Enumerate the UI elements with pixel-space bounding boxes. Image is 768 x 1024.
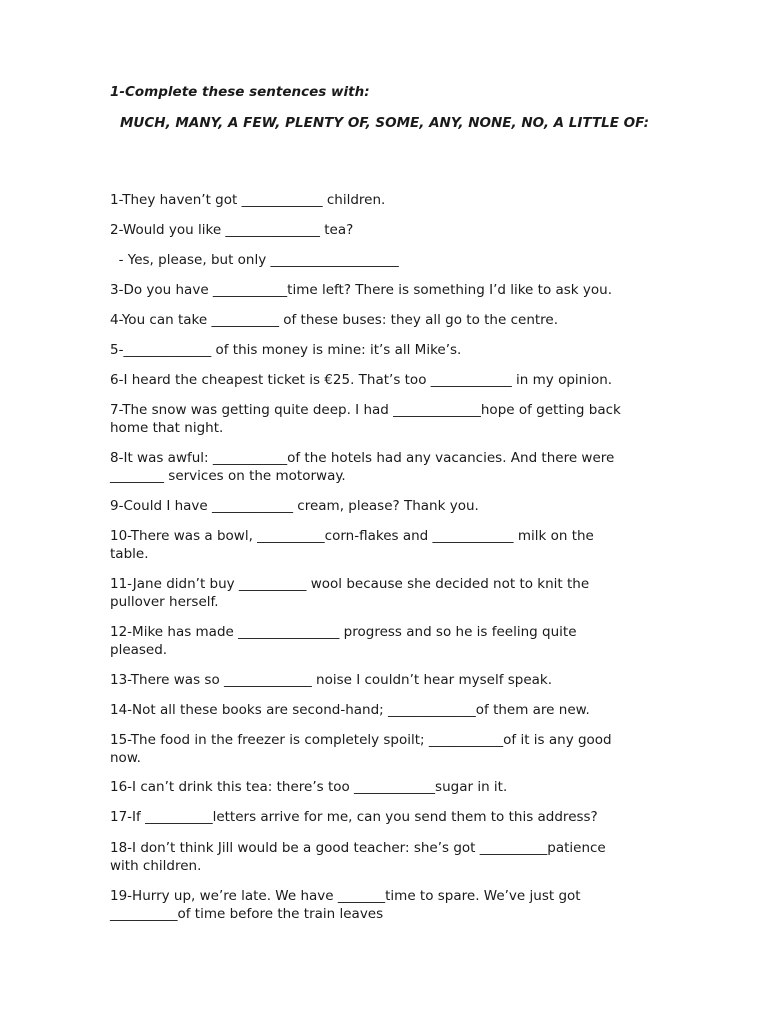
sentence-line: with children. [110,858,202,874]
sentence-line: 18-I don’t think Jill would be a good teacher: she’s got __________patience [110,840,606,856]
sentence-line: ________ services on the motorway. [110,468,346,484]
sentence-line: 12-Mike has made _______________ progress and so he is feeling quite [110,624,577,640]
sentence-line: 8-It was awful: ___________of the hotels had any vacancies. And there were [110,450,615,466]
sentence-line: - Yes, please, but only ___________________ [110,252,399,268]
sentence-line: __________of time before the train leaves [110,906,384,922]
sentence-line: pullover herself. [110,594,219,610]
worksheet-title: 1-Complete these sentences with: [110,84,370,100]
sentence-line: 16-I can’t drink this tea: there’s too ____________sugar in it. [110,779,508,795]
sentence-line: pleased. [110,642,168,658]
sentence-line: 14-Not all these books are second-hand; _____________of them are new. [110,702,590,718]
sentence-line: 2-Would you like ______________ tea? [110,222,354,238]
sentence-line: 19-Hurry up, we’re late. We have _______time to spare. We’ve just got [110,888,581,904]
sentence-line: 4-You can take __________ of these buses: they all go to the centre. [110,312,559,328]
word-list: MUCH, MANY, A FEW, PLENTY OF, SOME, ANY, NONE, NO, A LITTLE OF: [120,115,650,131]
sentence-line: now. [110,750,141,766]
sentence-line: 13-There was so _____________ noise I couldn’t hear myself speak. [110,672,553,688]
sentence-line: home that night. [110,420,224,436]
sentence-line: 1-They haven’t got ____________ children. [110,192,386,208]
sentence-line: 10-There was a bowl, __________corn-flakes and ____________ milk on the [110,528,594,544]
sentence-line: 17-If __________letters arrive for me, can you send them to this address? [110,809,598,825]
sentence-line: 6-I heard the cheapest ticket is €25. That’s too ____________ in my opinion. [110,372,613,388]
sentence-line: 11-Jane didn’t buy __________ wool because she decided not to knit the [110,576,590,592]
sentence-line: 5-_____________ of this money is mine: it’s all Mike’s. [110,342,462,358]
sentence-line: 3-Do you have ___________time left? There is something I’d like to ask you. [110,282,613,298]
sentence-line: 9-Could I have ____________ cream, please? Thank you. [110,498,479,514]
sentence-line: 15-The food in the freezer is completely spoilt; ___________of it is any good [110,732,612,748]
sentence-line: 7-The snow was getting quite deep. I had _____________hope of getting back [110,402,621,418]
sentence-line: table. [110,546,149,562]
